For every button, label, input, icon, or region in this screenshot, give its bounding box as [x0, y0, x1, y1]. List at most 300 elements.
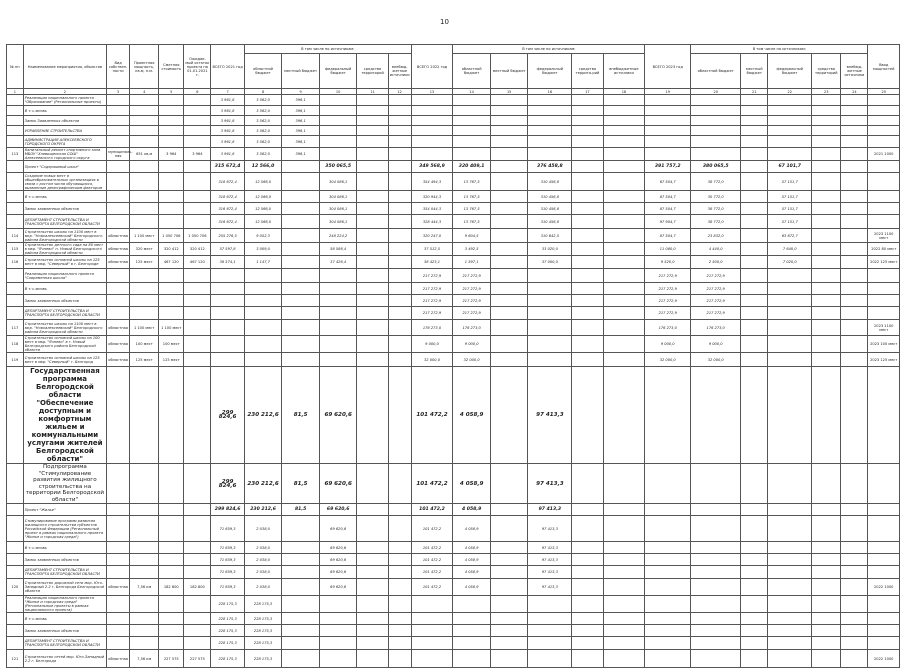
value-cell: 4 440,0	[691, 243, 741, 256]
value-cell: 228 175,3	[244, 596, 282, 613]
value-cell	[388, 203, 411, 215]
value-cell	[768, 283, 812, 295]
value-cell	[490, 353, 528, 367]
attribute-cell	[184, 464, 211, 504]
value-cell	[603, 116, 645, 126]
value-cell	[768, 637, 812, 650]
value-cell	[691, 116, 741, 126]
value-cell	[768, 126, 812, 136]
value-cell	[812, 516, 841, 542]
value-cell	[282, 625, 320, 637]
value-cell	[319, 269, 357, 283]
attribute-cell	[868, 215, 900, 229]
row-number	[7, 173, 24, 191]
value-cell	[841, 367, 868, 464]
value-cell: 57 151,7	[768, 191, 812, 203]
value-cell	[741, 596, 768, 613]
value-cell: 38 772,0	[691, 215, 741, 229]
value-cell: 316 672,4	[211, 203, 244, 215]
value-cell: 37 426,4	[319, 256, 357, 269]
value-cell	[411, 106, 453, 116]
value-cell	[572, 336, 603, 353]
table-row	[7, 650, 900, 668]
value-cell	[388, 295, 411, 307]
value-cell: 315 672,4	[211, 161, 244, 173]
value-cell	[282, 215, 320, 229]
value-cell	[388, 148, 411, 161]
row-number	[7, 106, 24, 116]
value-cell: 391 757,2	[645, 161, 691, 173]
row-number	[7, 566, 24, 579]
value-cell	[603, 126, 645, 136]
value-cell	[812, 579, 841, 596]
attribute-cell	[184, 215, 211, 229]
attribute-cell	[184, 295, 211, 307]
attribute-cell	[868, 106, 900, 116]
value-cell: 320 247,0	[411, 229, 453, 243]
value-cell	[357, 173, 388, 191]
value-cell	[211, 295, 244, 307]
value-cell	[490, 367, 528, 464]
attribute-cell	[159, 106, 184, 116]
value-cell	[388, 283, 411, 295]
value-cell	[528, 637, 572, 650]
value-cell	[282, 336, 320, 353]
value-cell	[490, 464, 528, 504]
column-index-cell: 24	[841, 89, 868, 95]
value-cell	[841, 579, 868, 596]
row-name: Подпрограмма "Стимулирование развития жилищного строительства на территории Белгородской области"	[23, 464, 106, 504]
attribute-cell	[184, 116, 211, 126]
row-name: Создание новых мест в общеобразовательных организациях в связи с ростом числа обучающихся, вызванным демографическим фактором	[23, 173, 106, 191]
value-cell	[357, 243, 388, 256]
attribute-cell	[868, 191, 900, 203]
value-cell	[741, 191, 768, 203]
value-cell	[357, 637, 388, 650]
value-cell	[572, 650, 603, 668]
attribute-cell: областная	[107, 353, 130, 367]
value-cell: 97 413,3	[528, 367, 572, 464]
column-index-cell: 14	[453, 89, 491, 95]
value-cell	[572, 554, 603, 566]
value-cell	[645, 516, 691, 542]
value-cell: 4 058,9	[453, 504, 491, 516]
attribute-cell	[868, 504, 900, 516]
value-cell: 176 273,0	[691, 320, 741, 336]
table-row	[7, 596, 900, 613]
value-cell: 7 640,0	[768, 243, 812, 256]
row-name: Замок Заявленных объектов	[23, 116, 106, 126]
value-cell: 310 642,5	[528, 229, 572, 243]
attribute-cell	[868, 269, 900, 283]
row-number: 117	[7, 320, 24, 336]
value-cell	[528, 95, 572, 106]
attribute-cell	[107, 566, 130, 579]
value-cell	[319, 136, 357, 148]
value-cell	[603, 243, 645, 256]
value-cell: 12 566,0	[244, 203, 282, 215]
value-cell	[388, 106, 411, 116]
value-cell	[244, 269, 282, 283]
attribute-cell	[130, 126, 159, 136]
value-cell	[841, 613, 868, 625]
value-cell	[645, 650, 691, 668]
value-cell	[357, 625, 388, 637]
attribute-cell	[868, 625, 900, 637]
row-number	[7, 269, 24, 283]
value-cell	[841, 215, 868, 229]
attribute-cell: 227 575	[184, 650, 211, 668]
value-cell	[841, 256, 868, 269]
attribute-cell	[184, 161, 211, 173]
value-cell	[812, 161, 841, 173]
value-cell	[319, 148, 357, 161]
value-cell	[741, 516, 768, 542]
value-cell	[603, 307, 645, 320]
value-cell: 3 562,0	[244, 136, 282, 148]
attribute-cell	[159, 625, 184, 637]
value-cell	[768, 650, 812, 668]
value-cell	[572, 579, 603, 596]
attribute-cell	[159, 637, 184, 650]
value-cell	[282, 307, 320, 320]
header-cost: Сметная стоимость	[159, 45, 184, 89]
value-cell	[357, 554, 388, 566]
table-row	[7, 579, 900, 596]
value-cell	[357, 516, 388, 542]
value-cell	[490, 161, 528, 173]
value-cell	[603, 320, 645, 336]
value-cell: 4 058,9	[453, 566, 491, 579]
attribute-cell	[130, 307, 159, 320]
value-cell	[841, 126, 868, 136]
value-cell	[741, 256, 768, 269]
value-cell	[812, 229, 841, 243]
attribute-cell	[184, 625, 211, 637]
value-cell	[691, 126, 741, 136]
value-cell	[645, 95, 691, 106]
value-cell	[603, 191, 645, 203]
value-cell	[691, 625, 741, 637]
value-cell	[691, 464, 741, 504]
attribute-cell: областная	[107, 243, 130, 256]
value-cell	[453, 625, 491, 637]
row-number	[7, 95, 24, 106]
attribute-cell: 467 120	[184, 256, 211, 269]
header-capacity: Проектная мощность, кв.м, п.м.	[130, 45, 159, 89]
value-cell: 13 767,5	[453, 215, 491, 229]
value-cell	[841, 554, 868, 566]
value-cell	[603, 336, 645, 353]
value-cell	[490, 542, 528, 554]
value-cell	[841, 173, 868, 191]
value-cell	[572, 203, 603, 215]
value-cell: 3 562,0	[244, 106, 282, 116]
attribute-cell	[184, 126, 211, 136]
value-cell	[282, 554, 320, 566]
attribute-cell	[868, 596, 900, 613]
attribute-cell	[868, 542, 900, 554]
row-name: ДЕПАРТАМЕНТ СТРОИТЕЛЬСТВА И ТРАНСПОРТА БЕЛГОРОДСКОЙ ОБЛАСТИ	[23, 637, 106, 650]
value-cell: 101 472,2	[411, 579, 453, 596]
value-cell	[841, 136, 868, 148]
value-cell	[528, 320, 572, 336]
value-cell: 228 175,3	[244, 625, 282, 637]
value-cell	[572, 191, 603, 203]
attribute-cell: 2023 125 мест	[868, 353, 900, 367]
value-cell	[812, 148, 841, 161]
column-index-cell: 22	[768, 89, 812, 95]
value-cell	[572, 126, 603, 136]
row-number	[7, 295, 24, 307]
value-cell: 57 151,7	[768, 215, 812, 229]
attribute-cell	[107, 95, 130, 106]
value-cell: 71 659,3	[211, 579, 244, 596]
value-cell	[357, 353, 388, 367]
value-cell	[741, 579, 768, 596]
value-cell: 304 086,1	[319, 203, 357, 215]
attribute-cell	[868, 126, 900, 136]
row-number	[7, 504, 24, 516]
value-cell	[388, 320, 411, 336]
value-cell: 310 456,8	[528, 215, 572, 229]
attribute-cell	[184, 613, 211, 625]
attribute-cell	[107, 596, 130, 613]
value-cell	[768, 554, 812, 566]
column-index-cell: 16	[528, 89, 572, 95]
value-cell	[812, 542, 841, 554]
value-cell	[388, 353, 411, 367]
value-cell	[211, 320, 244, 336]
value-cell	[490, 106, 528, 116]
row-number	[7, 203, 24, 215]
value-cell: 9 000,0	[453, 336, 491, 353]
value-cell	[453, 637, 491, 650]
row-name: Проект "Жилье"	[23, 504, 106, 516]
attribute-cell	[130, 516, 159, 542]
attribute-cell	[184, 136, 211, 148]
table-row	[7, 613, 900, 625]
value-cell: 396,1	[282, 116, 320, 126]
value-cell	[282, 579, 320, 596]
row-number: 118	[7, 336, 24, 353]
table-row	[7, 504, 900, 516]
value-cell	[812, 637, 841, 650]
value-cell: 318 672,4	[211, 191, 244, 203]
attribute-cell	[184, 106, 211, 116]
row-number	[7, 516, 24, 542]
attribute-cell: 1 100 мест	[159, 320, 184, 336]
attribute-cell	[159, 203, 184, 215]
value-cell: 11 080,0	[645, 243, 691, 256]
value-cell	[572, 307, 603, 320]
attribute-cell	[868, 554, 900, 566]
row-name: Замок заявленных объектов	[23, 625, 106, 637]
value-cell	[741, 269, 768, 283]
value-cell: 217 272,9	[691, 283, 741, 295]
attribute-cell	[184, 542, 211, 554]
value-cell	[768, 613, 812, 625]
row-name: Государственная программа Белгородской области "Обеспечение доступным и комфортным жильем и коммунальными услугами жителей Белгородской области"	[23, 367, 106, 464]
value-cell: 101 472,2	[411, 554, 453, 566]
value-cell	[603, 106, 645, 116]
value-cell	[490, 173, 528, 191]
header-src: федеральный бюджет	[768, 54, 812, 89]
value-cell: 101 472,2	[411, 516, 453, 542]
value-cell: 57 151,7	[768, 203, 812, 215]
value-cell	[841, 637, 868, 650]
header-total-2022: ВСЕГО 2022 год	[411, 45, 453, 89]
value-cell	[645, 148, 691, 161]
value-cell	[841, 191, 868, 203]
value-cell	[411, 116, 453, 126]
value-cell: 2 038,0	[244, 542, 282, 554]
value-cell	[528, 136, 572, 148]
value-cell	[528, 353, 572, 367]
attribute-cell	[868, 307, 900, 320]
attribute-cell: 100 мест	[130, 336, 159, 353]
row-name: Замок заявленных объектов	[23, 554, 106, 566]
value-cell: 57 597,8	[211, 243, 244, 256]
value-cell	[282, 516, 320, 542]
value-cell: 217 272,9	[691, 269, 741, 283]
attribute-cell	[107, 307, 130, 320]
value-cell	[841, 307, 868, 320]
value-cell: 71 659,3	[211, 554, 244, 566]
value-cell	[388, 116, 411, 126]
value-cell	[572, 566, 603, 579]
table-row	[7, 136, 900, 148]
value-cell	[244, 353, 282, 367]
value-cell	[841, 243, 868, 256]
column-index-cell: 1	[7, 89, 24, 95]
value-cell: 9 520,0	[645, 256, 691, 269]
column-index-cell: 20	[691, 89, 741, 95]
value-cell	[453, 650, 491, 668]
value-cell: 69 620,6	[319, 579, 357, 596]
value-cell	[411, 136, 453, 148]
row-number	[7, 625, 24, 637]
value-cell: 217 272,9	[411, 269, 453, 283]
row-name: Строительство основной школы на 125 мест в мкр. "Северный" г. Белгород	[23, 353, 106, 367]
value-cell: 38 574,1	[211, 256, 244, 269]
value-cell: 217 272,9	[645, 283, 691, 295]
value-cell	[357, 116, 388, 126]
value-cell: 12 566,0	[244, 215, 282, 229]
value-cell	[528, 126, 572, 136]
value-cell	[572, 116, 603, 126]
row-number	[7, 283, 24, 295]
row-name: Строительство школы на 1100 мест в мкр. "Новоалексеевский" Белгородского района Белгородской области	[23, 229, 106, 243]
value-cell	[741, 116, 768, 126]
value-cell	[741, 367, 768, 464]
value-cell	[645, 579, 691, 596]
header-num: № пп	[7, 45, 24, 89]
value-cell: 3 009,0	[244, 243, 282, 256]
attribute-cell	[107, 203, 130, 215]
value-cell	[453, 596, 491, 613]
attribute-cell: 182 800	[159, 579, 184, 596]
value-cell	[812, 625, 841, 637]
value-cell	[691, 542, 741, 554]
attribute-cell: 125 мест	[130, 353, 159, 367]
value-cell	[741, 106, 768, 116]
value-cell	[572, 173, 603, 191]
column-index-cell: 7	[211, 89, 244, 95]
value-cell	[388, 650, 411, 668]
value-cell	[282, 566, 320, 579]
value-cell	[841, 625, 868, 637]
value-cell: 3 961,8	[211, 126, 244, 136]
row-name: ДЕПАРТАМЕНТ СТРОИТЕЛЬСТВА И ТРАНСПОРТА БЕЛГОРОДСКОЙ ОБЛАСТИ	[23, 215, 106, 229]
value-cell	[282, 542, 320, 554]
value-cell	[282, 283, 320, 295]
value-cell	[244, 283, 282, 295]
header-remain: Ожидае-мый остаток проекта на 01.01.2021 г.	[184, 45, 211, 89]
value-cell	[528, 106, 572, 116]
attribute-cell	[130, 136, 159, 148]
attribute-cell	[184, 367, 211, 464]
value-cell: 217 272,9	[411, 283, 453, 295]
value-cell: 3 562,0	[244, 148, 282, 161]
value-cell: 380 065,5	[691, 161, 741, 173]
value-cell	[490, 203, 528, 215]
value-cell	[691, 637, 741, 650]
value-cell	[528, 116, 572, 126]
value-cell	[411, 596, 453, 613]
value-cell	[691, 504, 741, 516]
attribute-cell	[130, 566, 159, 579]
header-src: областной бюджет	[691, 54, 741, 89]
table-row	[7, 625, 900, 637]
attribute-cell	[107, 116, 130, 126]
value-cell	[741, 126, 768, 136]
row-number: 115	[7, 243, 24, 256]
header-group-2023: В том числе по источникам:	[691, 45, 868, 54]
attribute-cell	[159, 269, 184, 283]
attribute-cell: 2023 1100 мест	[868, 229, 900, 243]
row-number: 121	[7, 650, 24, 668]
attribute-cell: 467 120	[159, 256, 184, 269]
value-cell	[812, 336, 841, 353]
row-name: Строительство сетей мкр. Юго-Западный 2.2 г. Белгорода	[23, 650, 106, 668]
attribute-cell	[159, 295, 184, 307]
value-cell: 299 824,6	[211, 504, 244, 516]
value-cell: 13 767,5	[453, 191, 491, 203]
attribute-cell: 320 412	[159, 243, 184, 256]
value-cell	[244, 336, 282, 353]
value-cell: 4 058,9	[453, 516, 491, 542]
value-cell: 3 961,8	[211, 106, 244, 116]
value-cell	[490, 336, 528, 353]
value-cell	[528, 283, 572, 295]
value-cell	[812, 269, 841, 283]
value-cell: 37 000,0	[528, 256, 572, 269]
value-cell: 81,5	[282, 464, 320, 504]
value-cell	[812, 203, 841, 215]
row-name: Строительство детского сада на 80 мест в мкр. "Ячнево" п. Новый Белгородского района Белгородской области	[23, 243, 106, 256]
value-cell	[282, 229, 320, 243]
attribute-cell: 100 мест	[159, 336, 184, 353]
value-cell	[645, 554, 691, 566]
value-cell	[490, 613, 528, 625]
row-number: 119	[7, 353, 24, 367]
value-cell	[841, 464, 868, 504]
value-cell	[768, 116, 812, 126]
value-cell	[645, 106, 691, 116]
value-cell: 4 058,9	[453, 579, 491, 596]
value-cell: 318 672,4	[211, 173, 244, 191]
